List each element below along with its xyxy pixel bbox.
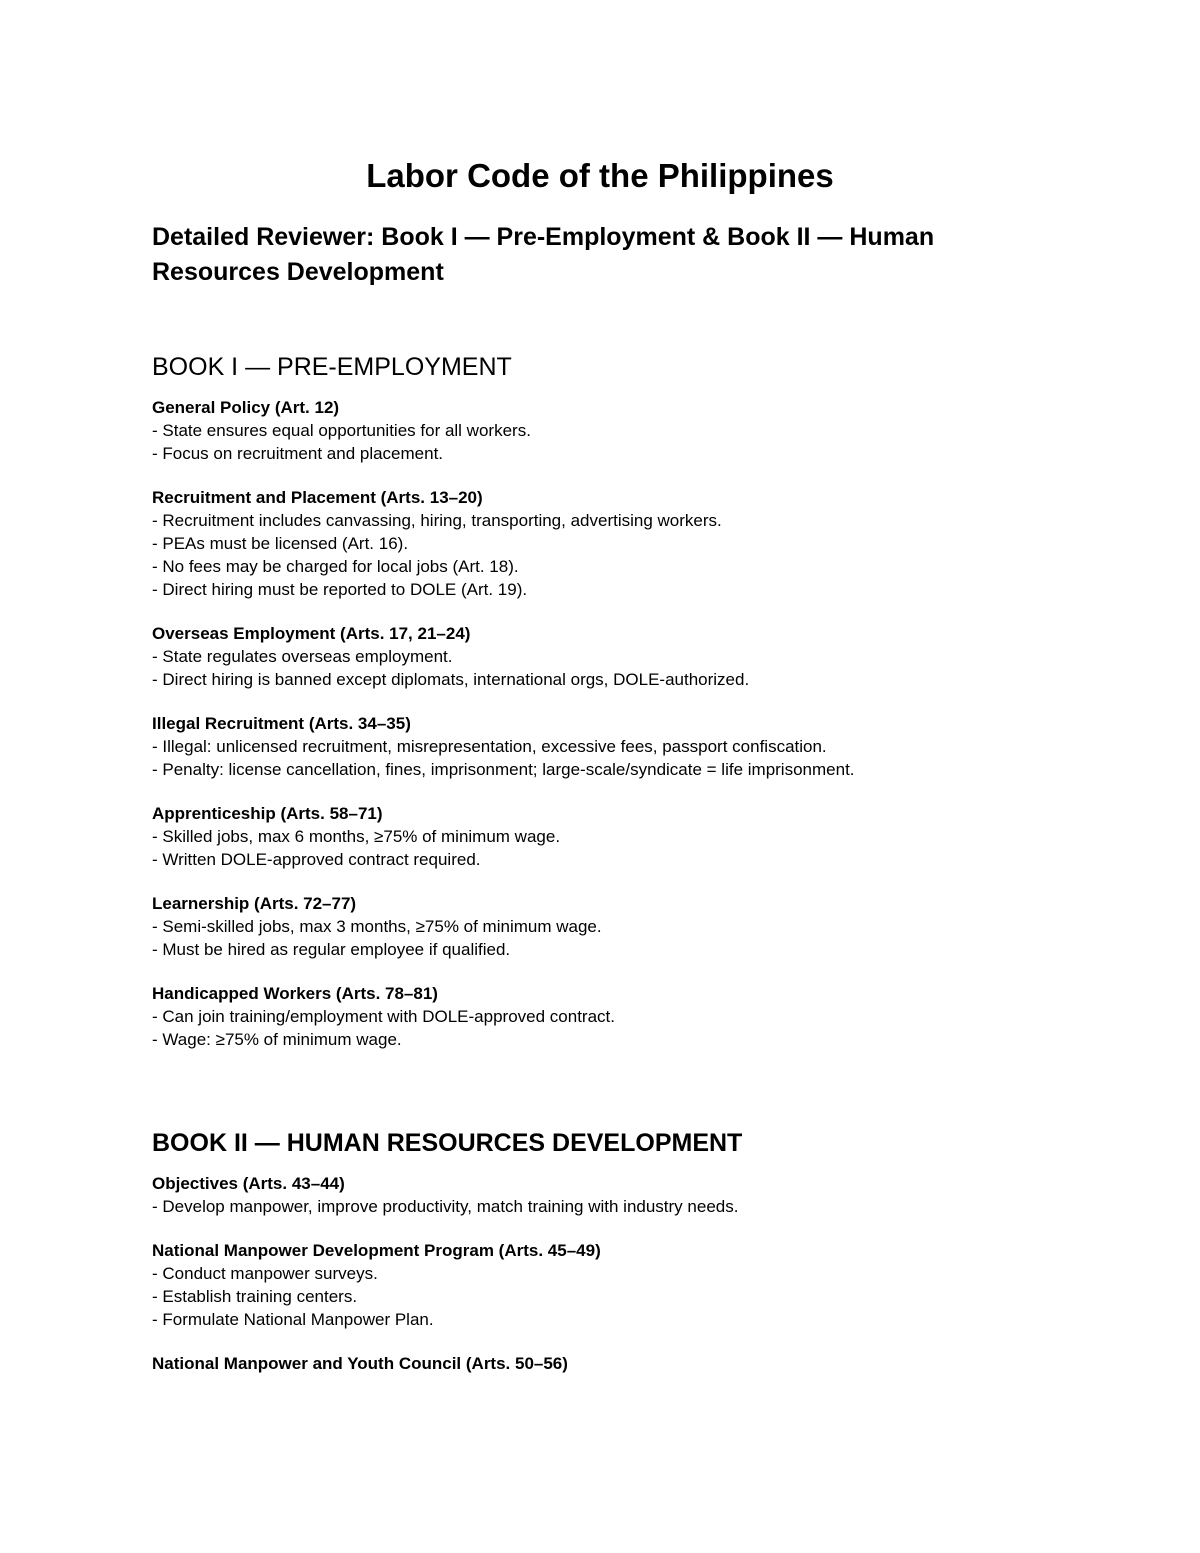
section-heading: Handicapped Workers (Arts. 78–81) xyxy=(152,984,438,1003)
bullet-item: - Recruitment includes canvassing, hiring, transporting, advertising workers. xyxy=(152,511,722,530)
section-national-manpower-development-program xyxy=(152,1239,1052,1331)
book-heading: BOOK I — PRE-EMPLOYMENT xyxy=(152,353,512,381)
bullet-item: - No fees may be charged for local jobs (Art. 18). xyxy=(152,557,519,576)
bullet-item: - Skilled jobs, max 6 months, ≥75% of minimum wage. xyxy=(152,827,561,846)
book-2 xyxy=(152,1126,1052,1396)
section-heading: Recruitment and Placement (Arts. 13–20) xyxy=(152,488,483,507)
bullet-item: - Wage: ≥75% of minimum wage. xyxy=(152,1030,402,1049)
bullet-item: - Penalty: license cancellation, fines, imprisonment; large-scale/syndicate = life imprisonment. xyxy=(152,760,855,779)
section-illegal-recruitment xyxy=(152,712,1052,781)
bullet-item: - Semi-skilled jobs, max 3 months, ≥75% of minimum wage. xyxy=(152,917,602,936)
section-recruitment-placement xyxy=(152,486,1052,601)
book-heading: BOOK II — HUMAN RESOURCES DEVELOPMENT xyxy=(152,1129,743,1157)
section-heading: Objectives (Arts. 43–44) xyxy=(152,1174,345,1193)
section-overseas-employment xyxy=(152,622,1052,691)
bullet-item: - Focus on recruitment and placement. xyxy=(152,444,444,463)
bullet-item: - Can join training/employment with DOLE-approved contract. xyxy=(152,1007,615,1026)
document-subtitle: Detailed Reviewer: Book I — Pre-Employment & Book II — Human Resources Development xyxy=(152,223,935,286)
bullet-item: - Establish training centers. xyxy=(152,1287,358,1306)
section-apprenticeship xyxy=(152,802,1052,871)
bullet-item: - Conduct manpower surveys. xyxy=(152,1264,378,1283)
bullet-item: - Direct hiring is banned except diplomats, international orgs, DOLE-authorized. xyxy=(152,670,750,689)
bullet-item: - Direct hiring must be reported to DOLE (Art. 19). xyxy=(152,580,528,599)
section-heading: National Manpower Development Program (Arts. 45–49) xyxy=(152,1241,601,1260)
bullet-item: - State regulates overseas employment. xyxy=(152,647,453,666)
bullet-item: - Develop manpower, improve productivity, match training with industry needs. xyxy=(152,1197,739,1216)
bullet-item: - Must be hired as regular employee if qualified. xyxy=(152,940,511,959)
section-objectives xyxy=(152,1172,1052,1218)
section-heading: Learnership (Arts. 72–77) xyxy=(152,894,357,913)
bullet-item: - State ensures equal opportunities for all workers. xyxy=(152,421,531,440)
section-learnership xyxy=(152,892,1052,961)
section-general-policy xyxy=(152,396,1052,465)
bullet-item: - PEAs must be licensed (Art. 16). xyxy=(152,534,409,553)
section-heading: Apprenticeship (Arts. 58–71) xyxy=(152,804,383,823)
section-handicapped-workers xyxy=(152,982,1052,1051)
section-heading: General Policy (Art. 12) xyxy=(152,398,340,417)
bullet-item: - Written DOLE-approved contract required. xyxy=(152,850,481,869)
section-heading: Overseas Employment (Arts. 17, 21–24) xyxy=(152,624,471,643)
section-heading: National Manpower and Youth Council (Arts. 50–56) xyxy=(152,1354,568,1373)
section-national-manpower-youth-council xyxy=(152,1352,1052,1375)
bullet-item: - Illegal: unlicensed recruitment, misrepresentation, excessive fees, passport confiscation. xyxy=(152,737,827,756)
bullet-item: - Formulate National Manpower Plan. xyxy=(152,1310,434,1329)
book-1 xyxy=(152,350,1052,1072)
section-heading: Illegal Recruitment (Arts. 34–35) xyxy=(152,714,411,733)
document-title: Labor Code of the Philippines xyxy=(366,157,834,194)
